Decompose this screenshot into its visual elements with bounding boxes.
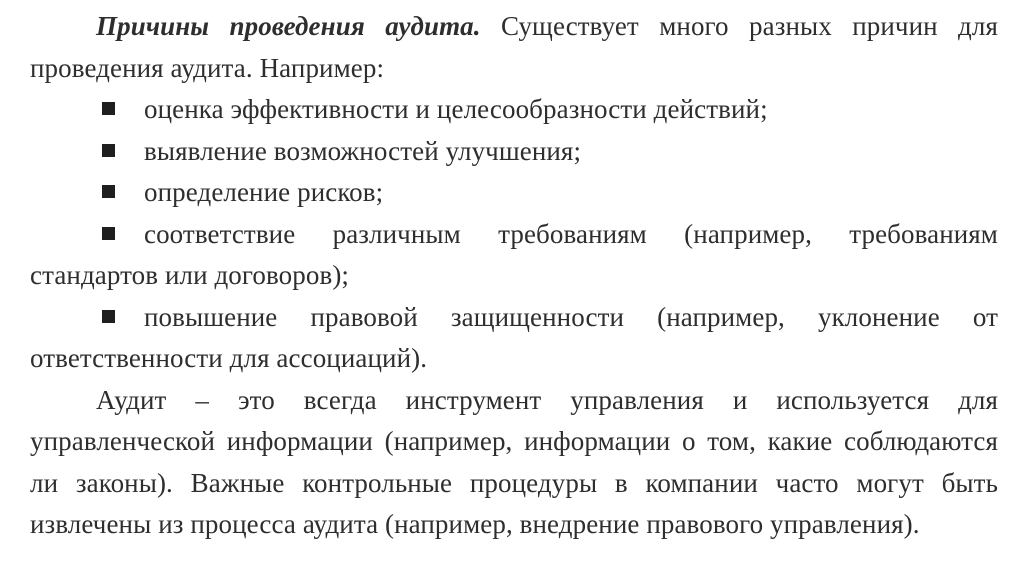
list-item-text: выявление возможностей улучшения;	[144, 135, 582, 166]
square-bullet-icon	[102, 144, 115, 157]
document-page	[30, 6, 998, 546]
reasons-list	[30, 89, 998, 380]
intro-lead: Причины проведения аудита.	[96, 11, 481, 41]
list-item-text: повышение правовой защищенности (например, уклонение от ответственности для ассоциаций).	[30, 301, 998, 373]
list-item-text: определение рисков;	[144, 177, 384, 207]
list-item-text: оценка эффективности и целесообразности действий;	[144, 94, 768, 124]
intro-paragraph	[30, 6, 998, 89]
list-item	[30, 131, 998, 173]
list-item-text: соответствие различным требованиям (например, требованиям стандартов или договоров);	[30, 218, 998, 290]
list-item	[30, 297, 998, 380]
intro-text: Существует много разных причин для проведения аудита. Например:	[30, 11, 998, 83]
closing-paragraph: Аудит – это всегда инструмент управления и используется для управленческой информации (например, информации о том, какие соблюдаются ли законы). Важные контрольные процедуры в компании часто могут быть извлечены из процесса аудита (например, внедрение правового управления).	[30, 384, 998, 539]
square-bullet-icon	[102, 102, 115, 115]
list-item	[30, 89, 998, 131]
list-item	[30, 214, 998, 297]
square-bullet-icon	[102, 310, 115, 323]
square-bullet-icon	[102, 185, 115, 198]
list-item	[30, 172, 998, 214]
square-bullet-icon	[102, 227, 115, 240]
